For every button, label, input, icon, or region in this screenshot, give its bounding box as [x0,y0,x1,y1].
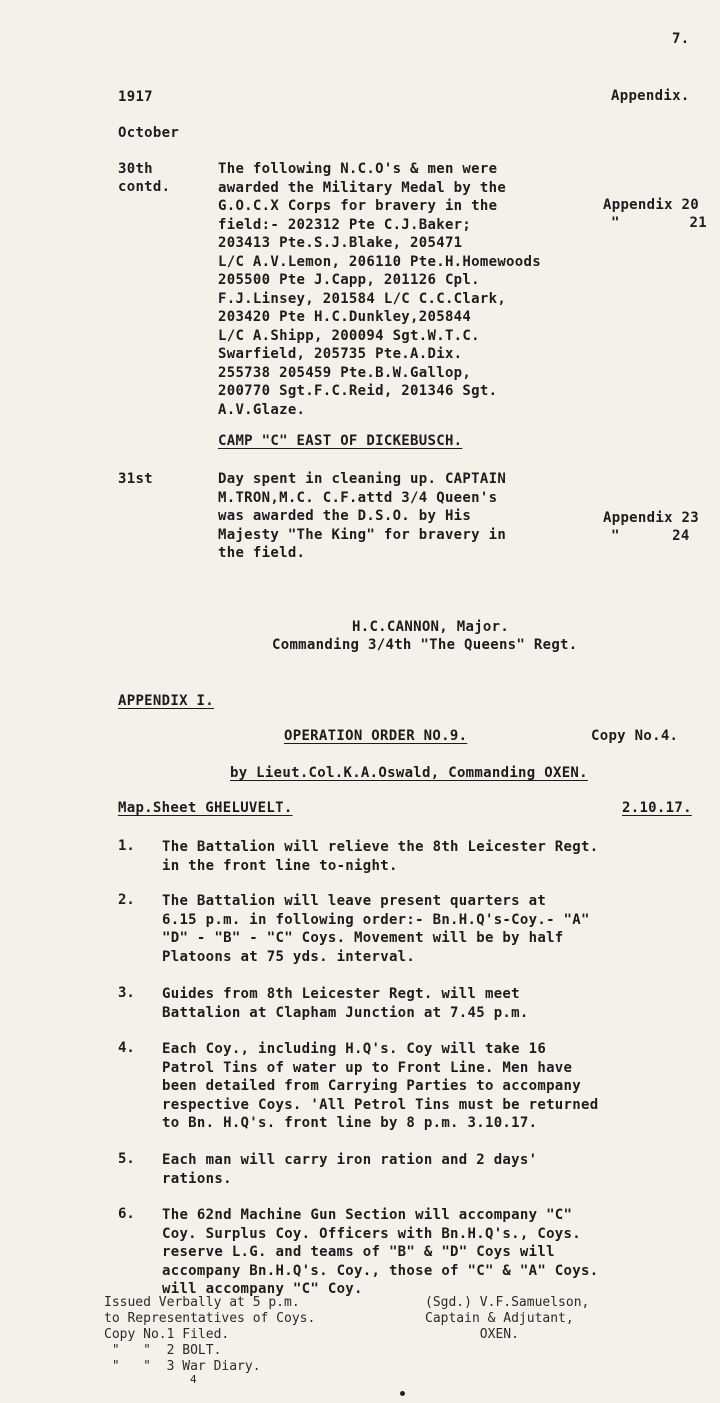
footer-line: to Representatives of Coys. [104,1311,316,1326]
footer-line: OXEN. [425,1327,519,1342]
paragraph-line: Patrol Tins of water up to Front Line. Men have [162,1059,573,1076]
appendix-ref-20: Appendix 20 [603,197,700,213]
footer-copy-four: 4 [190,1373,197,1386]
paragraph-line: Each Coy., including H.Q's. Coy will take 16 [162,1041,547,1057]
entry-line: 200770 Sgt.F.C.Reid, 201346 Sgt. [218,383,498,399]
paragraph-1 [162,838,598,875]
entry-30-contd: contd. [118,179,171,195]
paragraph-line: been detailed from Carrying Parties to accompany [162,1078,581,1094]
paragraph-number: 4. [118,1040,135,1056]
paragraph-line: Battalion at Clapham Junction at 7.45 p.m. [162,1004,529,1021]
entry-line: 203413 Pte.S.J.Blake, 205471 [218,235,463,251]
entry-line: awarded the Military Medal by the [218,179,507,196]
entry-line: A.V.Glaze. [218,401,306,418]
paragraph-line: rations. [162,1170,232,1187]
paragraph-line: "D" - "B" - "C" Coys. Movement will be by half [162,930,564,946]
page-number: 7. [672,31,690,47]
entry-30-date: 30th [118,161,153,177]
paragraph-line: The Battalion will leave present quarters at [162,893,547,909]
order-date: 2.10.17. [622,800,692,816]
appendix-ref-21: " 21 [611,215,708,231]
paragraph-number: 1. [118,838,135,854]
footer-line: Copy No.1 Filed. [104,1327,230,1342]
entry-line: 255738 205459 Pte.B.W.Gallop, [218,364,472,381]
camp-heading: CAMP "C" EAST OF DICKEBUSCH. [218,433,463,449]
paragraph-2 [162,892,590,966]
footer-line: " " 2 BOLT. [104,1343,222,1358]
entry-31-date: 31st [118,471,153,487]
entry-31-text [218,470,506,563]
paragraph-line: in the front line to-night. [162,857,398,874]
entry-line: Day spent in cleaning up. CAPTAIN [218,471,507,487]
footer-issued [104,1295,315,1375]
entry-line: was awarded the D.S.O. by His [218,508,472,524]
entry-line: The following N.C.O's & men were [218,161,498,177]
appendix-label: Appendix. [611,88,690,104]
entry-line: M.TRON,M.C. C.F.attd 3/4 Queen's [218,489,498,506]
footer-line: (Sgd.) V.F.Samuelson, [425,1295,590,1310]
paragraph-line: respective Coys. 'All Petrol Tins must be returned [162,1096,599,1113]
paragraph-line: will accompany "C" Coy. [162,1281,363,1297]
paragraph-4 [162,1040,598,1133]
year: 1917 [118,89,153,105]
paragraph-number: 6. [118,1206,135,1222]
paragraph-line: Each man will carry iron ration and 2 days' [162,1152,538,1168]
entry-line: the field. [218,545,306,561]
paragraph-line: The Battalion will relieve the 8th Leicester Regt. [162,839,599,855]
footer-signature [425,1295,589,1343]
entry-line: F.J.Linsey, 201584 L/C C.C.Clark, [218,290,507,307]
month: October [118,125,180,141]
footer-line: Captain & Adjutant, [425,1311,574,1326]
paragraph-6 [162,1206,598,1299]
paragraph-line: accompany Bn.H.Q's. Coy., those of "C" & "A" Coys. [162,1262,599,1279]
paragraph-line: 6.15 p.m. in following order:- Bn.H.Q's-Coy.- "A" [162,911,590,928]
footer-line: " " 3 War Diary. [104,1359,261,1374]
entry-line: field:- 202312 Pte C.J.Baker; [218,216,472,233]
appendix-ref-24: " 24 [611,528,690,544]
ink-spot [400,1391,405,1396]
paragraph-5 [162,1151,537,1188]
map-sheet: Map.Sheet GHELUVELT. [118,800,293,816]
entry-30-text [218,160,541,419]
paragraph-line: Guides from 8th Leicester Regt. will meet [162,986,520,1002]
paragraph-line: Platoons at 75 yds. interval. [162,948,416,965]
signature-title: Commanding 3/4th "The Queens" Regt. [272,637,578,653]
paragraph-number: 2. [118,892,135,908]
paragraph-line: The 62nd Machine Gun Section will accompany "C" [162,1207,573,1223]
entry-line: 205500 Pte J.Capp, 201126 Cpl. [218,272,480,288]
appendix-ref-23: Appendix 23 [603,510,700,526]
entry-line: Swarfield, 205735 Pte.A.Dix. [218,346,463,362]
entry-line: G.O.C.X Corps for bravery in the [218,198,498,214]
entry-line: Majesty "The King" for bravery in [218,526,507,543]
order-by-line: by Lieut.Col.K.A.Oswald, Commanding OXEN. [230,765,588,781]
paragraph-3 [162,985,529,1022]
paragraph-line: reserve L.G. and teams of "B" & "D" Coys will [162,1244,555,1260]
entry-line: 203420 Pte H.C.Dunkley,205844 [218,309,472,325]
signature-name: H.C.CANNON, Major. [352,619,510,635]
entry-line: L/C A.Shipp, 200094 Sgt.W.T.C. [218,327,480,344]
footer-line: Issued Verbally at 5 p.m. [104,1295,300,1310]
paragraph-number: 5. [118,1151,135,1167]
paragraph-line: to Bn. H.Q's. front line by 8 p.m. 3.10.17. [162,1115,538,1131]
paragraph-number: 3. [118,985,135,1001]
appendix-heading: APPENDIX I. [118,693,215,709]
paragraph-line: Coy. Surplus Coy. Officers with Bn.H.Q's., Coys. [162,1225,581,1242]
copy-number: Copy No.4. [591,728,679,744]
order-title: OPERATION ORDER NO.9. [284,728,468,744]
entry-line: L/C A.V.Lemon, 206110 Pte.H.Homewoods [218,253,541,270]
